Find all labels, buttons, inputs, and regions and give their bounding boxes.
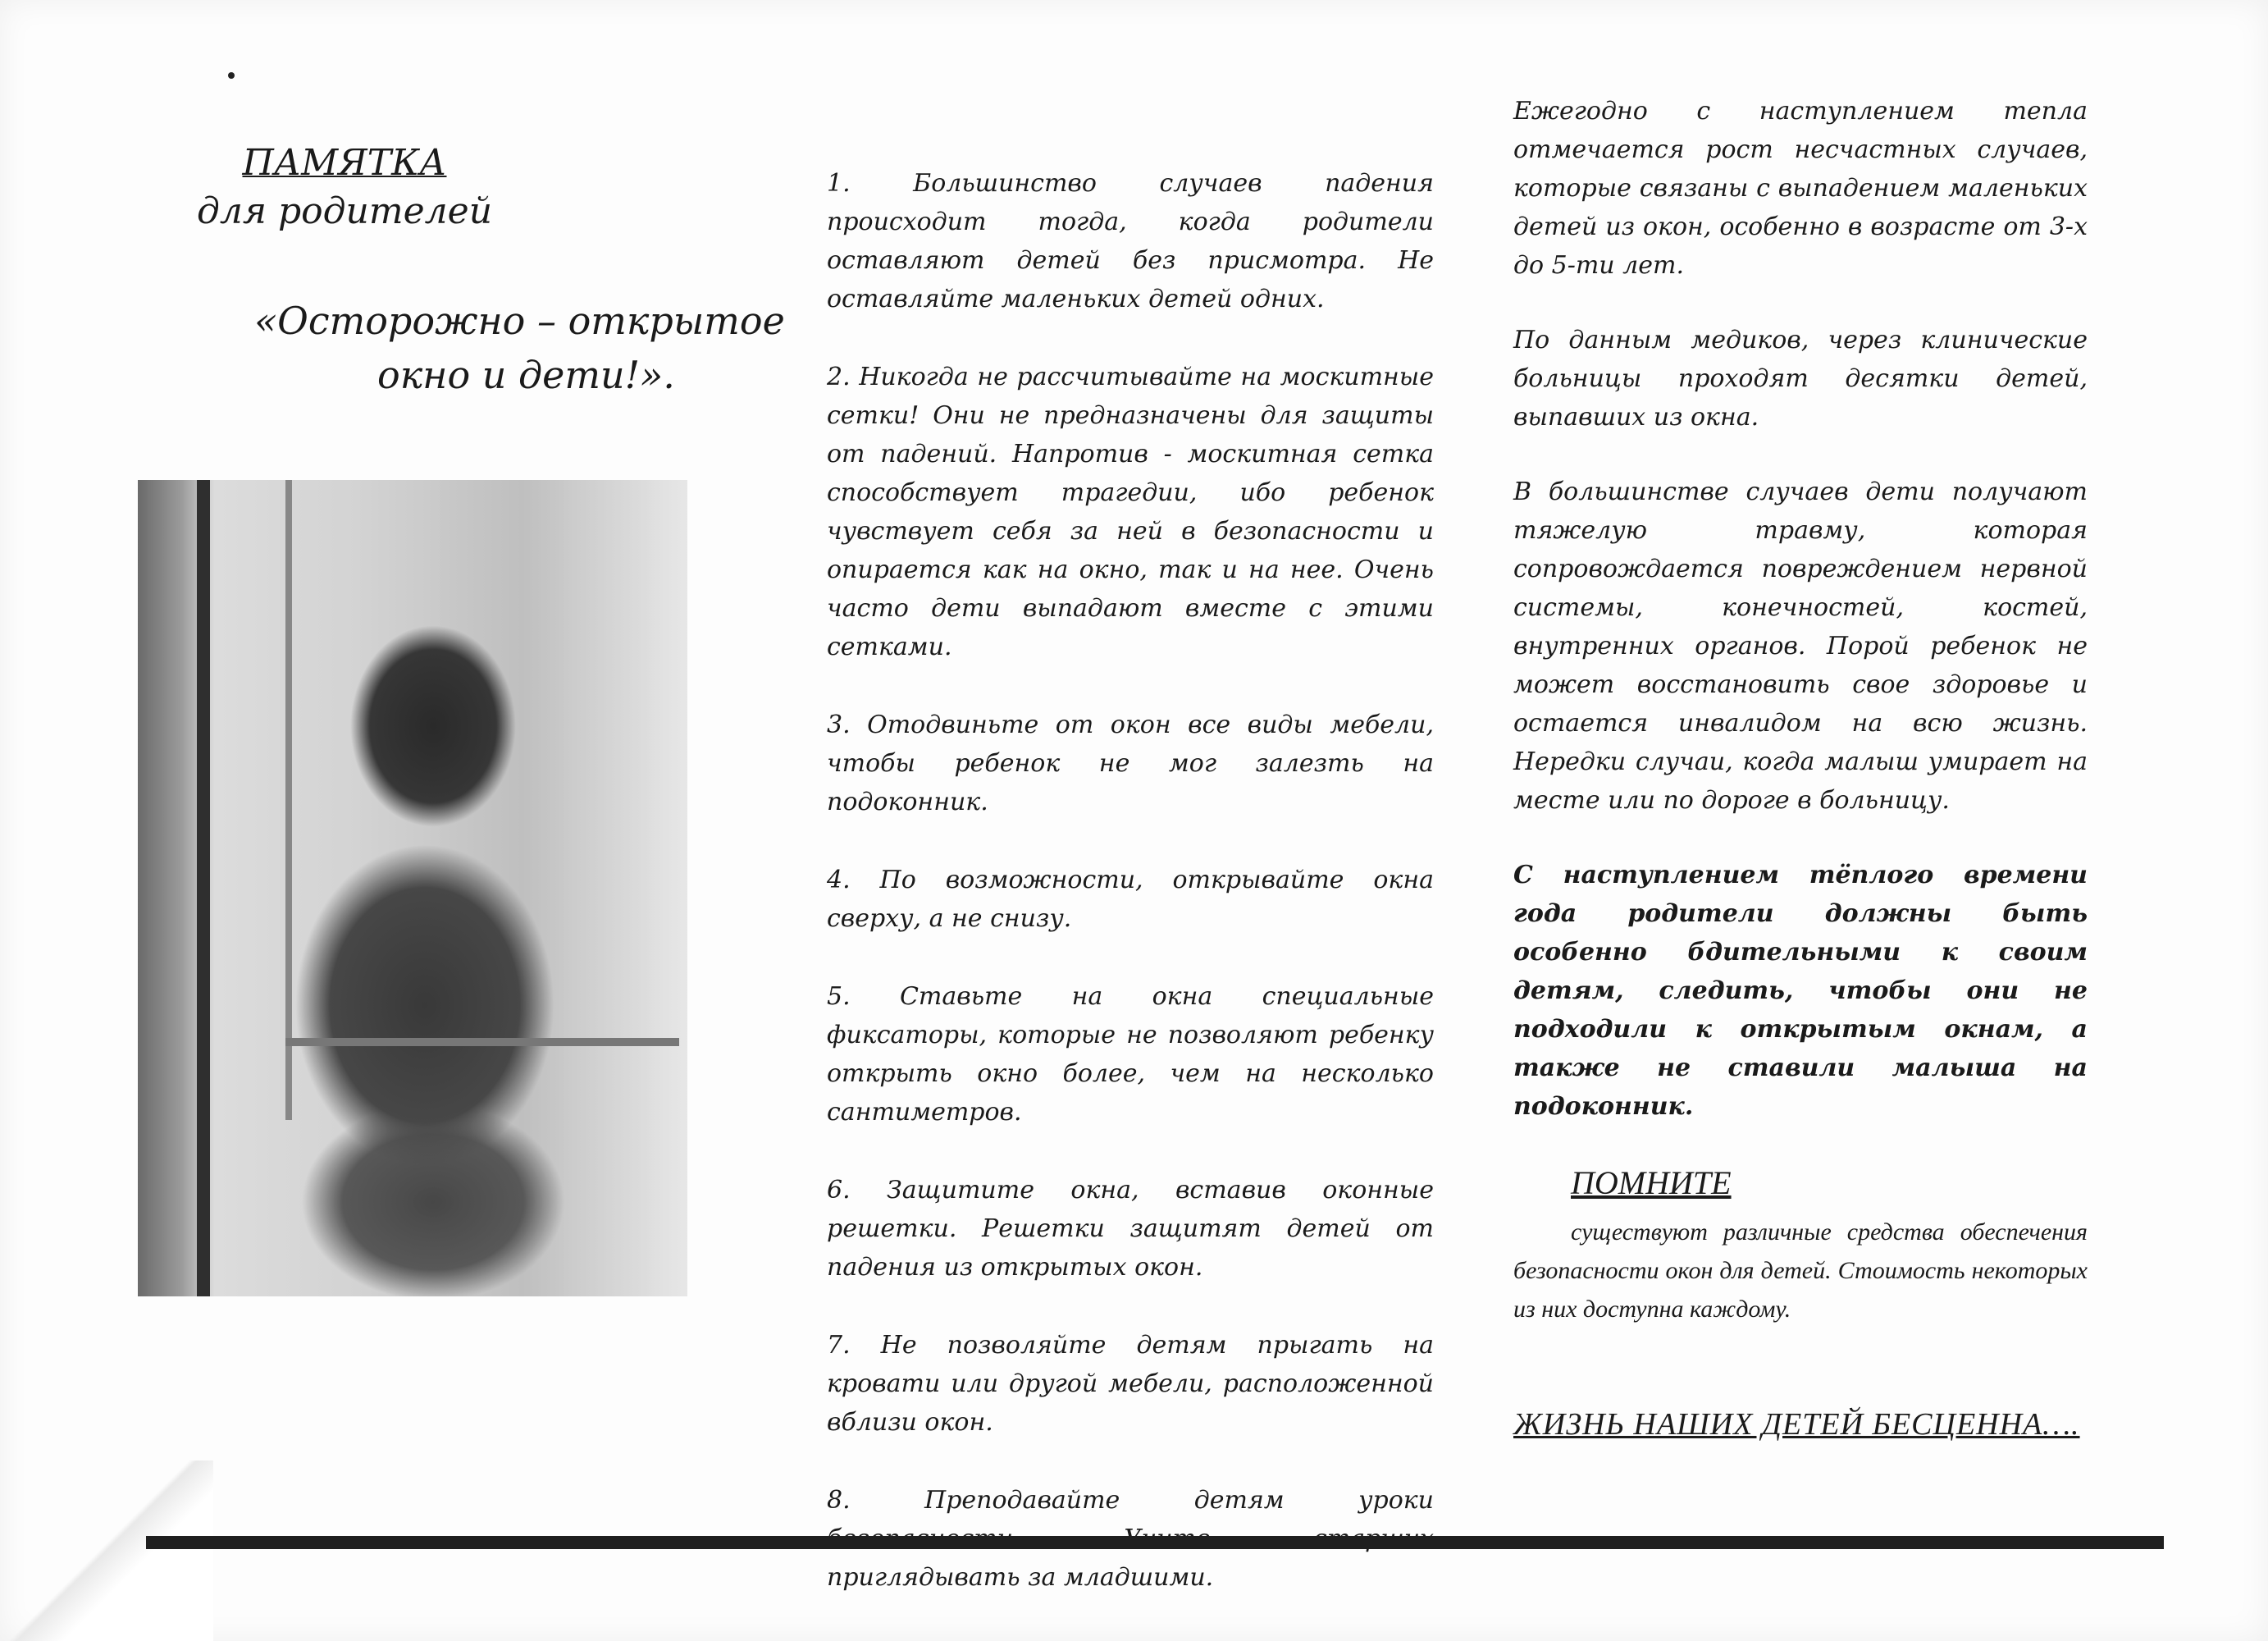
safety-tip: 8. Преподавайте детям уроки приглядывать за младшими. <box>827 1486 1434 1592</box>
bold-warning-paragraph: С наступлением тёплого времени года родители должны быть особенно бдительными к своим детям, следить, чтобы они не подходили к открытым окнам, а также не ставили малыша на подоконник. <box>1513 861 2088 1121</box>
warning-heading: «Осторожно – открытое окно и дети!». <box>254 299 785 397</box>
scan-dot <box>228 72 235 79</box>
window-frame <box>197 480 210 1296</box>
info-paragraph: В большинстве случаев дети получают тяжелую травму, которая сопровождается повреждением нервной системы, конечностей, костей, внутренних органов. Порой ребенок не может восстановить свое здоровье и остается инвалидом на всю жизнь. Нередки случаи, когда малыш умирает на месте или по дороге в больницу. <box>1513 478 2088 815</box>
safety-tip: 1. Большинство случаев падения происходит тогда, когда родители оставляют детей без присмотра. Не оставляйте маленьких детей одних. <box>827 169 1434 313</box>
safety-tip: 6. Защитите окна, вставив оконные решетки. Решетки защитят детей от падения из открытых окон. <box>827 1176 1434 1282</box>
info-paragraph: По данным медиков, через клинические больницы проходят десятки детей, выпавших из окна. <box>1513 326 2088 432</box>
safety-tip: 2. Никогда не рассчитывайте на москитные сетки! Они не предназначены для защиты от падений. Напротив - москитная сетка способствует трагедии, ибо ребенок чувствует себя за ней в безопасности и опирается как на окно, так и на нее. Очень часто дети выпадают вместе с этими сетками. <box>827 363 1434 661</box>
safety-tip: 5. Ставьте на окна специальные фиксаторы, которые не позволяют ребенку открыть окно более, чем на несколько сантиметров. <box>827 982 1434 1127</box>
closing-statement: ЖИЗНЬ НАШИХ ДЕТЕЙ БЕСЦЕННА…. <box>1513 1407 2080 1442</box>
right-column <box>1513 92 2088 1447</box>
safety-tip: 7. Не позволяйте детям прыгать на кровати или другой мебели, расположенной вблизи окон. <box>827 1331 1434 1437</box>
safety-tip: 4. По возможности, открывайте окна сверху, а не снизу. <box>827 866 1434 933</box>
left-column <box>131 139 785 402</box>
folded-corner <box>0 1460 213 1641</box>
leaflet-subtitle: для родителей <box>196 190 493 232</box>
remember-text: существуют различные средства обеспечения безопасности окон для детей. Стоимость некоторых из них доступна каждому. <box>1513 1218 2088 1323</box>
leaflet-title: ПАМЯТКА <box>242 142 447 184</box>
middle-column <box>827 164 1434 1636</box>
info-paragraph: Ежегодно с наступлением тепла отмечается рост несчастных случаев, которые связаны с выпадением маленьких детей из окон, особенно в возрасте от 3-х до 5-ти лет. <box>1513 97 2088 280</box>
remember-heading: ПОМНИТЕ <box>1571 1164 1732 1201</box>
safety-tip: 3. Отодвиньте от окон все виды мебели, чтобы ребенок не мог залезть на подоконник. <box>827 711 1434 816</box>
window-sill <box>285 1038 679 1046</box>
bottom-divider <box>146 1536 2164 1549</box>
child-at-window-photo <box>138 480 687 1296</box>
window-frame-inner <box>285 480 292 1120</box>
